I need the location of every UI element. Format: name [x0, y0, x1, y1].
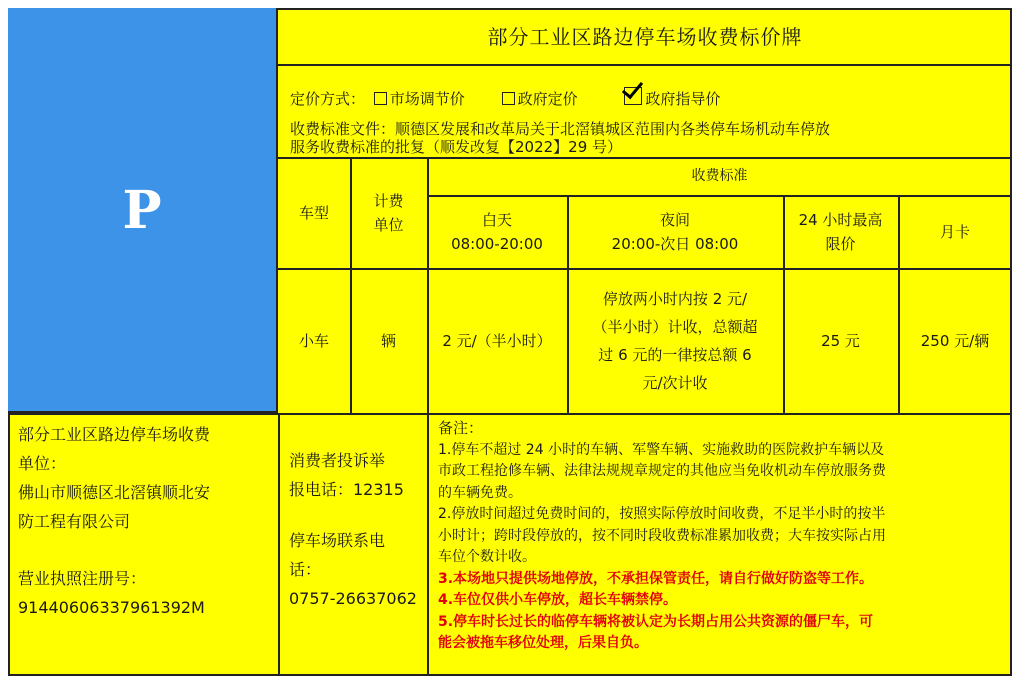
row-monthly-card: 250 元/辆 — [920, 331, 990, 350]
header-fee-standard: 收费标准 — [691, 168, 748, 184]
standard-document: 收费标准文件：顺德区发展和改革局关于北滘镇城区范围内各类停车场机动车停放 服务收费标准的批复（顺发改复【2022】29 号） — [290, 120, 831, 156]
notes: 备注： 1.停车不超过 24 小时的车辆、军警车辆、实施救助的医院救护车辆以及 市政工程抢修车辆、法律法规规章规定的其他应当免收机动车停放服务费 的车辆免费。 2.停放时间超过免费时间的，按照实际停放时间收费，不足半小时的按半 小时计；跨时段停放的，按不同时段收费标准累加收费；大车按实际占用 车位个数计收。 3.本场地只提供场地停放，不承担保管责任，请自行做好防盗等工作。 4.车位仅供小车停放，超长车辆禁停。 5.停车时长过长的临停车辆将被认定为长期占用公共资源的僵尸车，可 能会被拖车移位处理，后果自负。 — [438, 418, 1008, 655]
parking-phone: 0757-26637062 — [289, 589, 417, 608]
header-daytime: 白天 08:00-20:00 — [451, 210, 543, 253]
contact-info: 消费者投诉举 报电话：12315 停车场联系电 话： 0757-26637062 — [289, 446, 425, 613]
checkbox-checked-icon — [624, 87, 642, 105]
bottom-divider — [427, 413, 429, 676]
complaint-hotline: 报电话：12315 — [289, 480, 404, 499]
parking-logo-panel — [8, 8, 278, 413]
row-daytime-fee: 2 元/（半小时） — [442, 331, 552, 350]
pricing-method-label: 定价方式： — [290, 90, 366, 108]
header-24h-max: 24 小时最高 限价 — [798, 210, 883, 253]
table-bottom-border — [8, 413, 1012, 415]
header-billing-unit: 计费 单位 — [373, 191, 404, 234]
bottom-divider — [278, 413, 280, 676]
business-license-number: 91440606337961392M — [18, 598, 205, 617]
option-government-guided-price: 政府指导价 — [624, 90, 720, 108]
business-license-label: 营业执照注册号： — [18, 569, 147, 588]
company-info: 部分工业区路边停车场收费 单位： 佛山市顺德区北滘镇顺北安 防工程有限公司 营业执照注册号： 91440606337961392M — [18, 420, 276, 622]
row-night-fee: 停放两小时内按 2 元/ （半小时）计收，总额超 过 6 元的一律按总额 6 元/次计收 — [592, 289, 758, 392]
note-alert: 3.本场地只提供场地停放，不承担保管责任，请自行做好防盗等工作。 — [438, 570, 874, 587]
header-monthly-card: 月卡 — [939, 222, 970, 241]
option-market-price: 市场调节价 — [374, 90, 470, 108]
notes-title: 备注： — [438, 419, 484, 437]
checkbox-unchecked-icon — [502, 92, 515, 105]
note-alert: 能会被拖车移位处理，后果自负。 — [438, 635, 648, 651]
row-vehicle-type: 小车 — [298, 331, 329, 350]
note-alert: 4.车位仅供小车停放，超长车辆禁停。 — [438, 592, 678, 608]
row-24h-max: 25 元 — [821, 331, 860, 350]
checkbox-unchecked-icon — [374, 92, 387, 105]
header-vehicle-type: 车型 — [298, 203, 329, 222]
sign-title: 部分工业区路边停车场收费标价牌 — [278, 8, 1012, 66]
pricing-method-row — [290, 87, 990, 109]
row-billing-unit: 辆 — [380, 331, 396, 350]
parking-p-icon: P — [122, 180, 162, 241]
header-night: 夜间 20:00-次日 08:00 — [611, 210, 739, 253]
note-alert: 5.停车时长过长的临停车辆将被认定为长期占用公共资源的僵尸车，可 — [438, 613, 874, 630]
option-government-price: 政府定价 — [502, 90, 583, 108]
